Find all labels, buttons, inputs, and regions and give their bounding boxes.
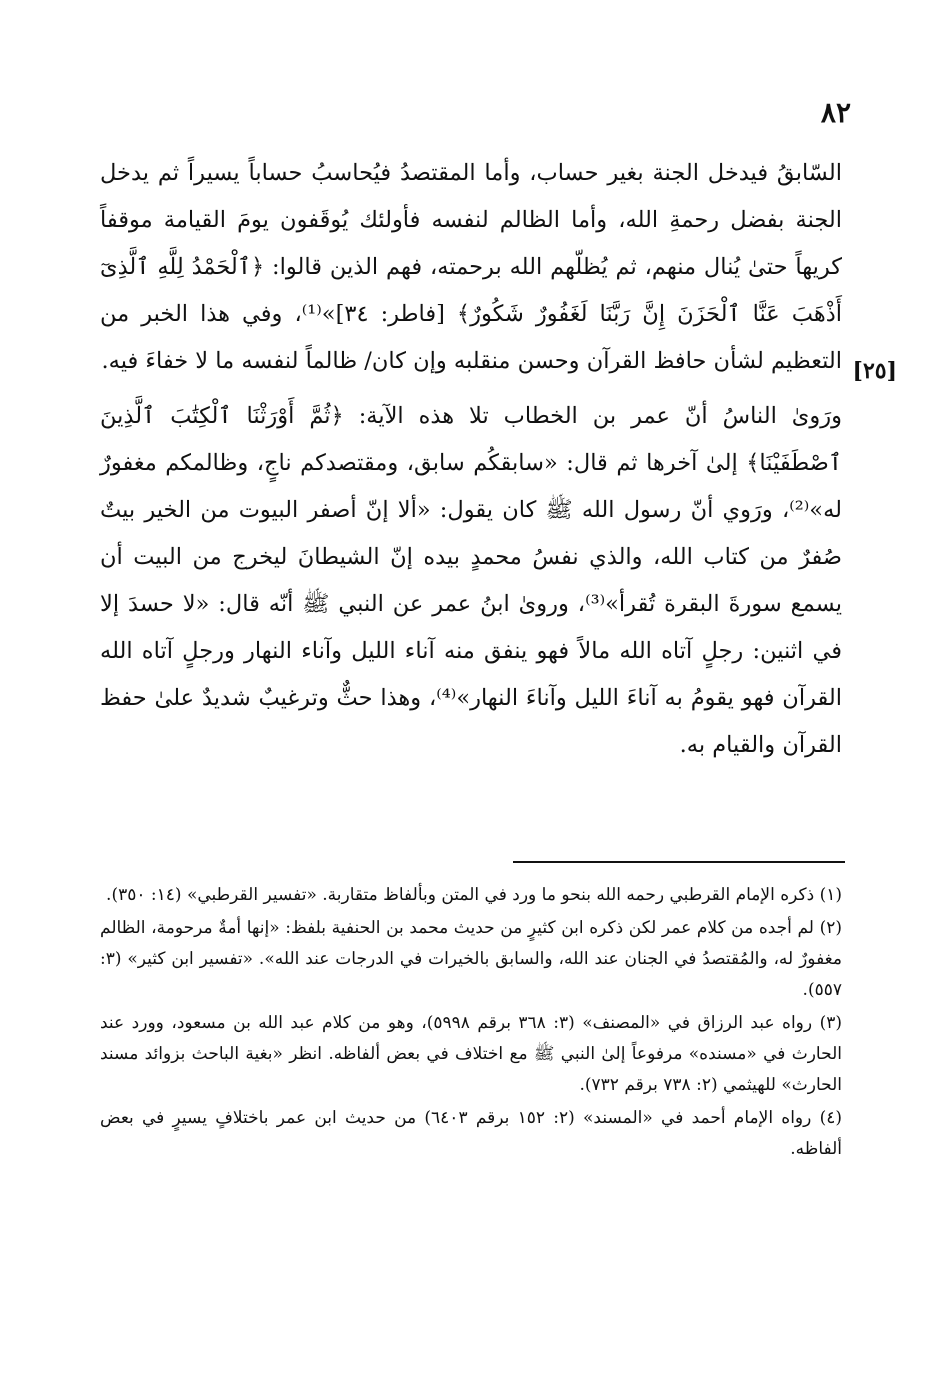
footnote-divider bbox=[513, 861, 845, 863]
footnote-3: (٣) رواه عبد الرزاق في «المصنف» (٣: ٣٦٨ برقم ٥٩٩٨)، وهو من كلام عبد الله بن مسعود، وورد عند الحارث في «مسنده» مرفوعاً إلىٰ النبي ﷺ مع اختلاف في بعض ألفاظه. انظر «بغية الباحث بزوائد مسند الحارث» للهيثمي (٢: ٧٣٨ برقم ٧٣٢). bbox=[100, 1013, 842, 1095]
page-number: ٨٢ bbox=[820, 96, 851, 129]
paragraph-2: ورَوىٰ الناسُ أنّ عمر بن الخطاب تلا هذه الآية: ﴿ثُمَّ أَوْرَثْنَا ٱلْكِتَٰبَ ٱلَّذِينَ ٱصْطَفَيْنَا﴾ إلىٰ آخرها ثم قال: «سابقكُم سابق، ومقتصدكم ناجٍ، وظالمكم مغفورٌ له»⁽²⁾، ورَوي أنّ رسول الله ﷺ كان يقول: «ألا إنّ أصفر البيوت من الخير بيتٌ صُفرٌ من كتاب الله، والذي نفسُ محمدٍ بيده إنّ الشيطانَ ليخرج من البيت أن يسمع سورةَ البقرة تُقرأ»⁽³⁾، وروىٰ ابنُ عمر عن النبي ﷺ أنّه قال: «لا حسدَ إلا في اثنين: رجلٍ آتاه الله مالاً فهو ينفق منه آناء الليل وآناء النهار ورجلٍ آتاه الله القرآن فهو يقومُ به آناءَ الليل وآناءَ النهار»⁽⁴⁾، وهذا حثٌّ وترغيبٌ شديدٌ علىٰ حفظ القرآن والقيام به. bbox=[100, 403, 842, 758]
footnote-2: (٢) لم أجده من كلام عمر لكن ذكره ابن كثيرٍ من حديث محمد بن الحنفية بلفظ: «إنها أمةٌ مرحومة، الظالم مغفورٌ له، والمُقتصدُ في الجنان عند الله، والسابق بالخيرات في الدرجات عند الله». «تفسير ابن كثير» (٣: ٥٥٧). bbox=[100, 918, 842, 1000]
footnote-1: (١) ذكره الإمام القرطبي رحمه الله بنحو ما ورد في المتن وبألفاظ متقاربة. «تفسير القرطبي» (١٤: ٣٥٠). bbox=[106, 885, 842, 905]
main-text bbox=[100, 150, 842, 769]
paragraph-1: السّابقُ فيدخل الجنة بغير حساب، وأما المقتصدُ فيُحاسبُ حساباً يسيراً ثم يدخل الجنة بفضل رحمةِ الله، وأما الظالم لنفسه فأولئك يُوقَفون يومَ القيامة موقفاً كريهاً حتىٰ يُنال منهم، ثم يُظلّهم الله برحمته، فهم الذين قالوا: ﴿ٱلْحَمْدُ لِلَّهِ ٱلَّذِىٓ أَذْهَبَ عَنَّا ٱلْحَزَنَ إِنَّ رَبَّنَا لَغَفُورٌ شَكُورٌ﴾ [فاطر: ٣٤]»⁽¹⁾، وفي هذا الخبر من التعظيم لشأن حافظ القرآن وحسن منقلبه وإن كان/ ظالماً لنفسه ما لا خفاءَ فيه. bbox=[100, 160, 842, 374]
footnote-4: (٤) رواه الإمام أحمد في «المسند» (٢: ١٥٢ برقم ٦٤٠٣) من حديث ابن عمر باختلافٍ يسيرٍ في بعض ألفاظه. bbox=[100, 1108, 842, 1159]
footnotes bbox=[100, 880, 842, 1167]
margin-marker: [٢٥] bbox=[852, 358, 897, 384]
